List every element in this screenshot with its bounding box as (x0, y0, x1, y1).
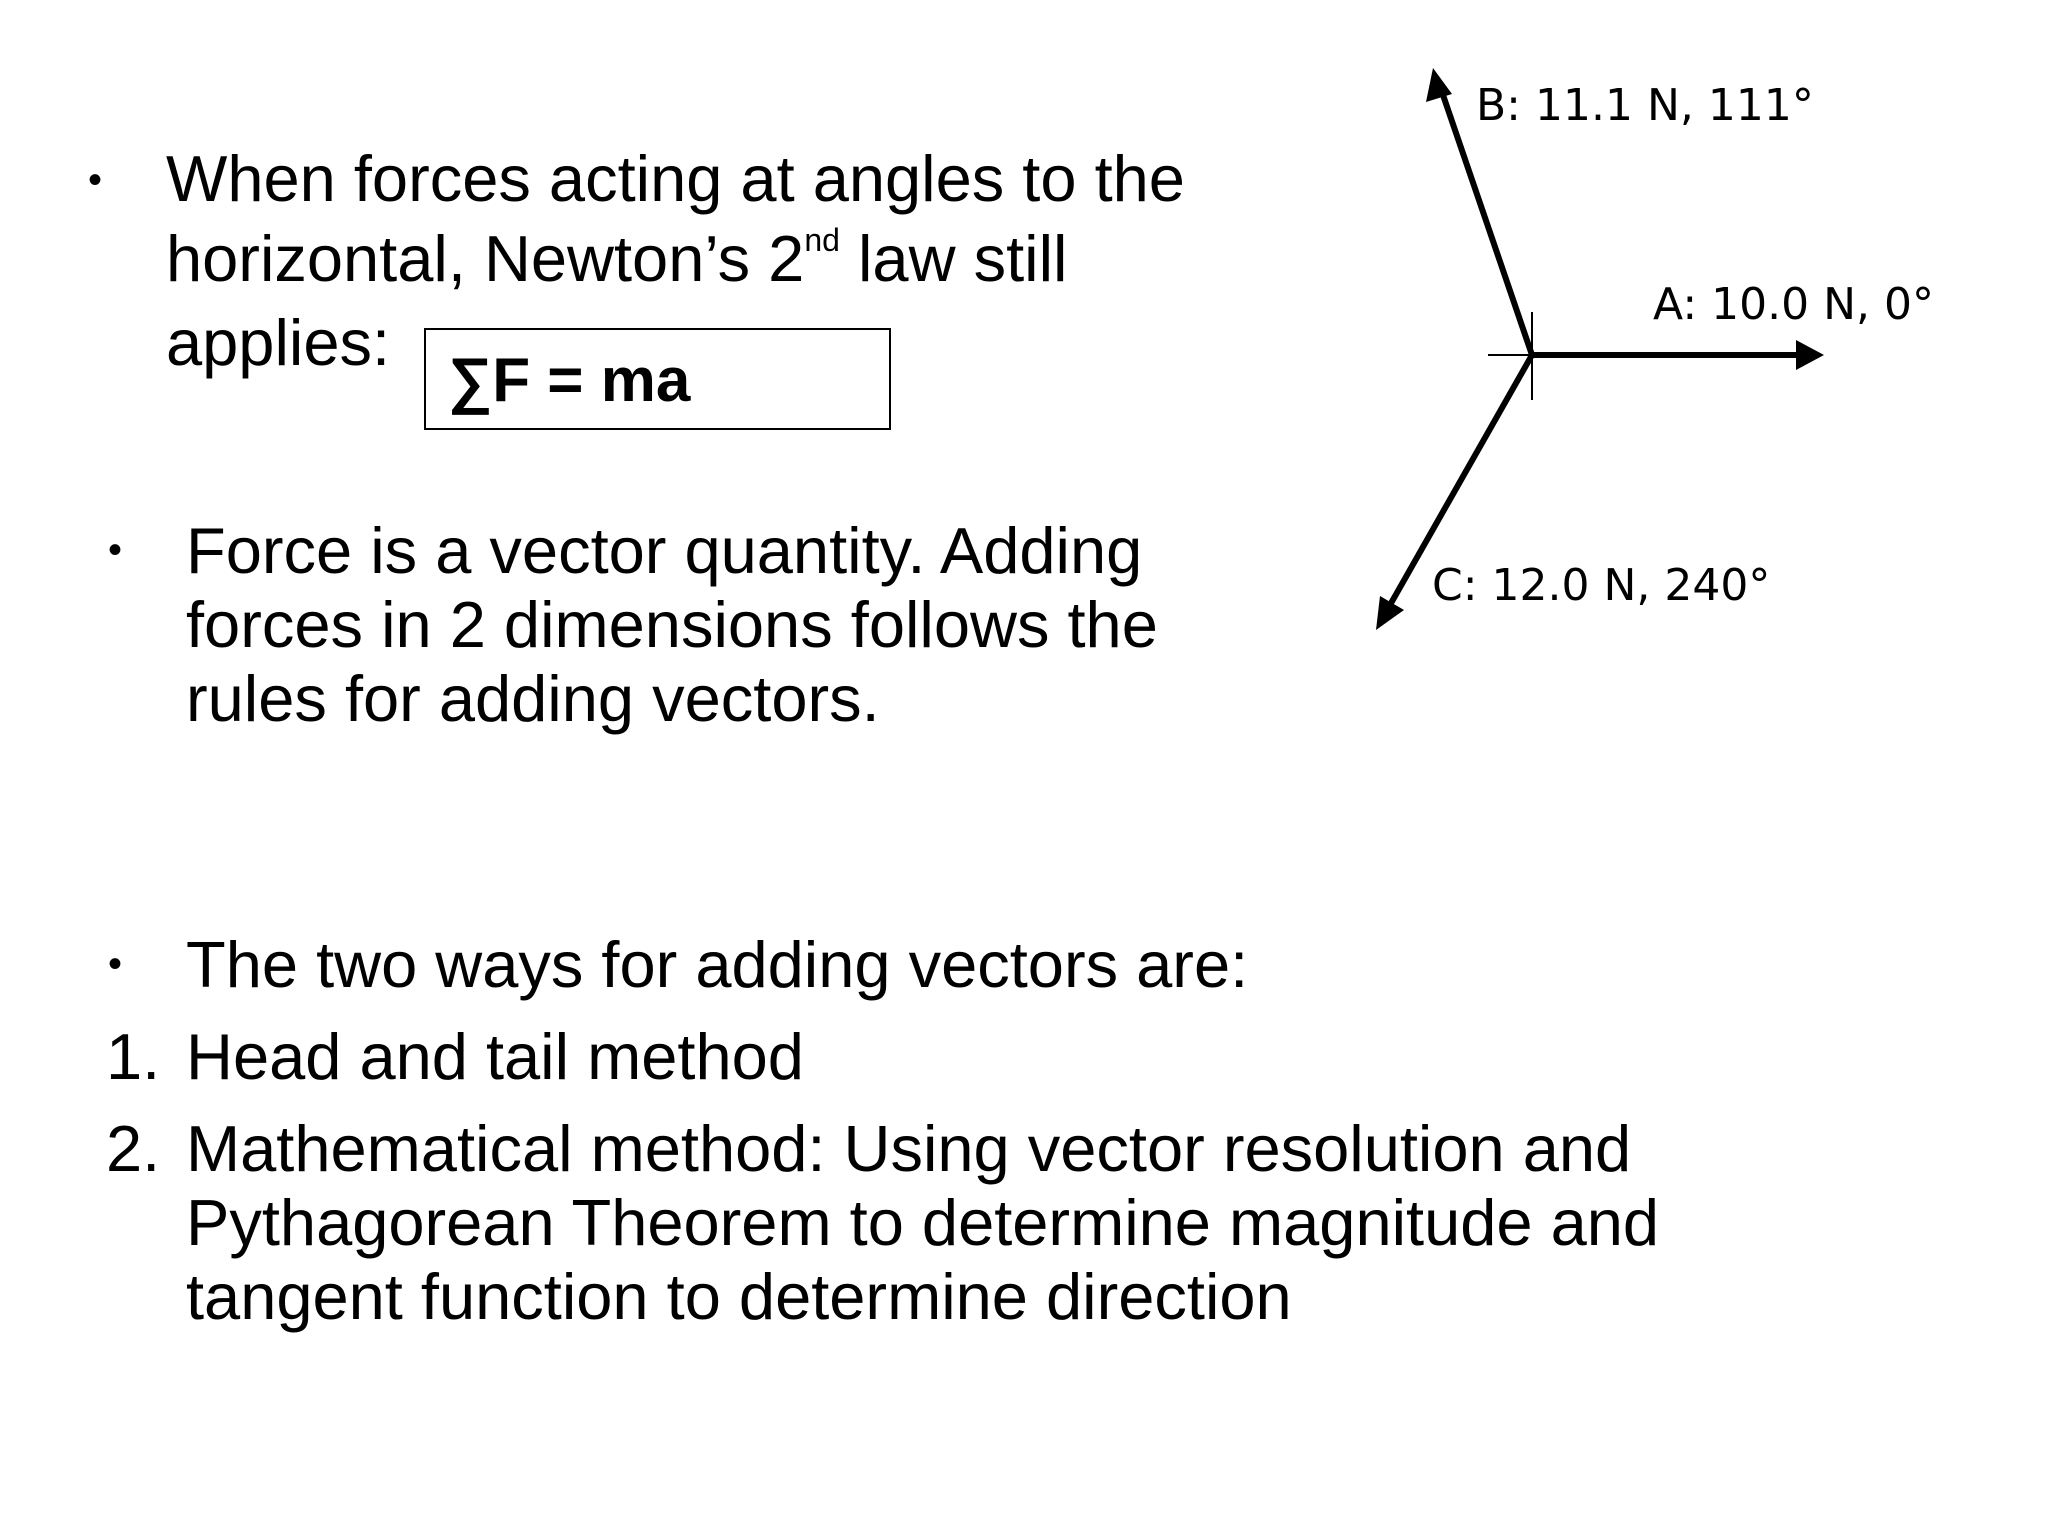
formula-text: ∑F = ma (448, 346, 691, 415)
bullet-1-line-3: applies: (166, 306, 391, 379)
bullet-1-line-1: When forces acting at angles to the (166, 142, 1185, 215)
bullet-2-marker: • (108, 528, 123, 572)
list-item-1-line-1: Head and tail method (186, 1020, 804, 1093)
ordinal-suffix: nd (804, 222, 840, 258)
vector-a-label: A: 10.0 N, 0° (1653, 279, 1934, 330)
bullet-3-line-1: The two ways for adding vectors are: (186, 928, 1249, 1001)
list-item-2-line-1: Mathematical method: Using vector resolution and (186, 1112, 1632, 1185)
list-item-2-line-2: Pythagorean Theorem to determine magnitude and (186, 1186, 1660, 1259)
bullet-3-marker: • (108, 942, 123, 986)
bullet-2-line-2: forces in 2 dimensions follows the (186, 588, 1158, 661)
bullet-1-marker: • (88, 158, 103, 202)
bullet-2-line-1: Force is a vector quantity. Adding (186, 514, 1143, 587)
bullet-2-line-3: rules for adding vectors. (186, 662, 880, 735)
bullet-1-line-2 (166, 222, 1068, 295)
bullet-1-line-2-pre: horizontal, Newton’s 2 (166, 222, 805, 295)
vector-b-label: B: 11.1 N, 111° (1476, 80, 1814, 131)
vector-a-arrowhead (1796, 340, 1824, 370)
force-vector-diagram (1330, 50, 2010, 670)
bullet-1-line-2-post: law still (839, 222, 1068, 295)
vector-c-label: C: 12.0 N, 240° (1432, 560, 1771, 611)
list-item-1-number: 1. (106, 1020, 161, 1093)
list-item-2-number: 2. (106, 1112, 161, 1185)
formula-box (424, 328, 891, 430)
list-item-2-line-3: tangent function to determine direction (186, 1260, 1292, 1333)
vector-b-arrowhead (1426, 68, 1452, 102)
vector-b-arrow (1443, 95, 1532, 355)
